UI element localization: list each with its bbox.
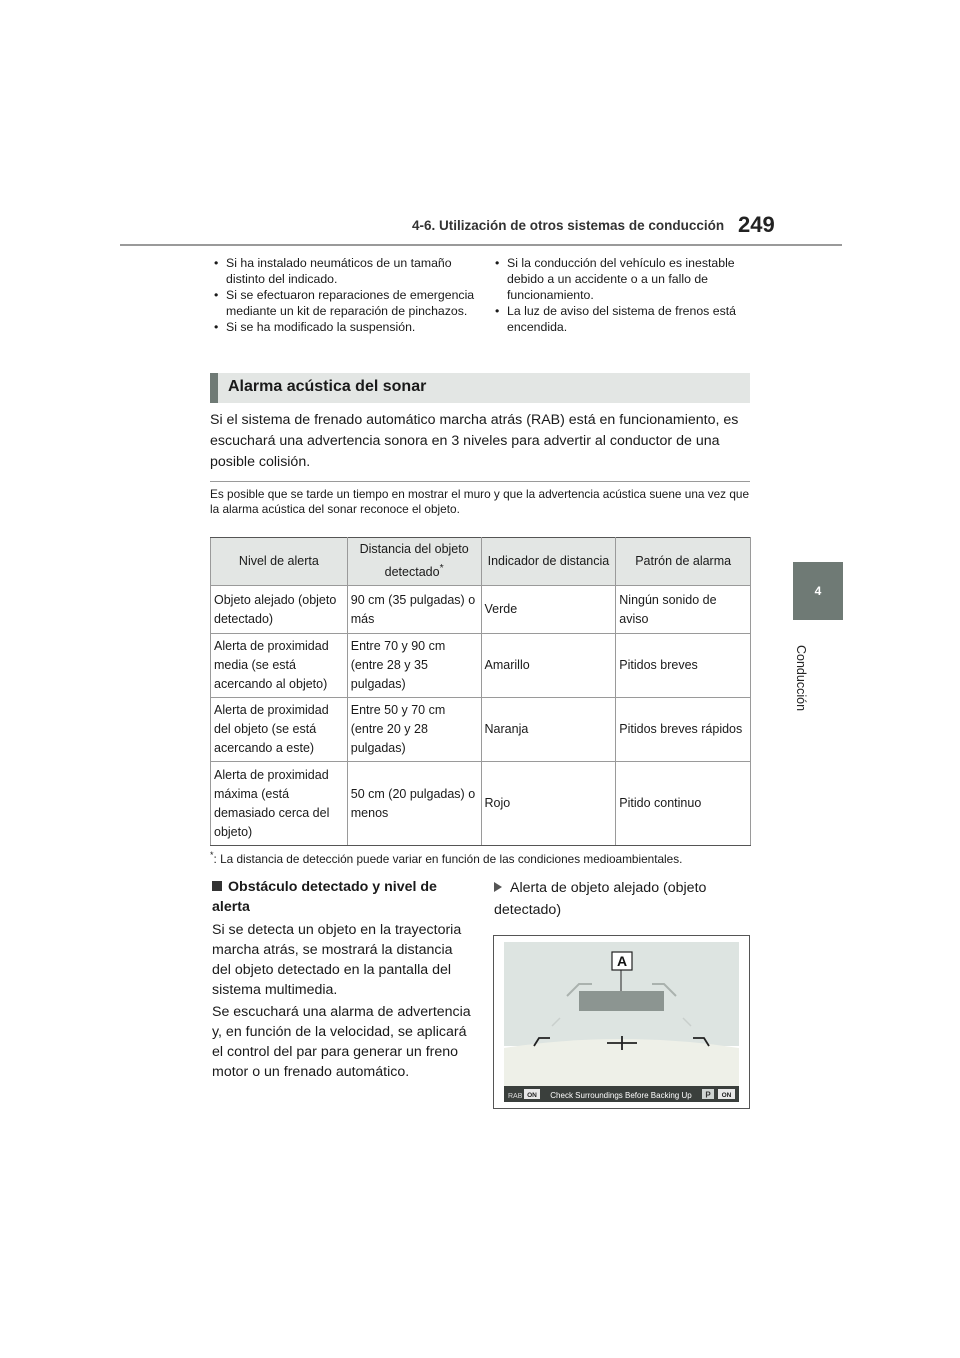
body-paragraph: Si se detecta un objeto en la trayectoria marcha atrás, se mostrará la distancia del objeto detectado en la pantalla del sistema multimedia. — [212, 922, 462, 998]
bullet-list-left — [210, 255, 478, 335]
triangle-bullet-icon — [494, 882, 502, 892]
list-item: • Si se efectuaron reparaciones de emergencia mediante un kit de reparación de pinchazos. — [210, 287, 478, 319]
detected-object-bar — [579, 991, 664, 1011]
table-cell: Entre 70 y 90 cm (entre 28 y 35 pulgadas) — [347, 634, 481, 698]
table-cell: 90 cm (35 pulgadas) o más — [347, 586, 481, 634]
intro-paragraph: Si el sistema de frenado automático marcha atrás (RAB) está en funcionamiento, es escuchará una advertencia sonora en 3 niveles para advertir al conductor de una posible colisión. — [210, 412, 739, 470]
table-footnote — [210, 850, 755, 866]
square-bullet-icon — [212, 881, 222, 891]
table-row — [211, 698, 751, 762]
table-header-row — [211, 538, 751, 586]
bullet-list-right — [491, 255, 753, 335]
parking-state: ON — [721, 1092, 732, 1099]
footnote-text: : La distancia de detección puede variar en función de las condiciones medioambientales. — [213, 851, 683, 866]
note-divider — [210, 481, 750, 482]
column-header: Nivel de alerta — [211, 538, 348, 586]
chapter-tab-label: Conducción — [794, 645, 808, 712]
subsection-heading-text: Obstáculo detectado y nivel de alerta — [212, 879, 437, 915]
figure-caption — [494, 877, 750, 921]
body-paragraph: Se escuchará una alarma de advertencia y, en función de la velocidad, se aplicará el control del par para generar un freno motor o un frenado automático. — [212, 1004, 471, 1080]
alarm-table — [210, 537, 751, 846]
rab-state: ON — [527, 1092, 537, 1099]
table-row — [211, 762, 751, 846]
table-row — [211, 634, 751, 698]
subsection-heading — [212, 877, 472, 917]
column-header: Indicador de distancia — [481, 538, 616, 586]
column-header: Patrón de alarma — [616, 538, 751, 586]
column-header-text: Distancia del objeto detectado — [359, 542, 469, 580]
parking-icon-letter: P — [705, 1090, 711, 1100]
section-title-header: 4-6. Utilización de otros sistemas de conducción — [412, 218, 725, 233]
table-cell: Pitidos breves rápidos — [616, 698, 751, 762]
table-cell: Entre 50 y 70 cm (entre 20 y 28 pulgadas) — [347, 698, 481, 762]
list-item: • Si ha instalado neumáticos de un tamaño distinto del indicado. — [210, 255, 478, 287]
table-cell: Alerta de proximidad máxima (está demasiado cerca del objeto) — [211, 762, 348, 846]
chapter-tab[interactable]: 4 — [793, 562, 843, 620]
section-heading-text: Alarma acústica del sonar — [228, 378, 427, 395]
list-item: • Si la conducción del vehículo es inestable debido a un accidente o a un fallo de funcionamiento. — [491, 255, 753, 303]
banner-message: Check Surroundings Before Backing Up — [550, 1091, 692, 1100]
table-cell: Objeto alejado (objeto detectado) — [211, 586, 348, 634]
list-item: • La luz de aviso del sistema de frenos está encendida. — [491, 303, 753, 335]
table-cell: Verde — [481, 586, 616, 634]
table-cell: Pitidos breves — [616, 634, 751, 698]
table-cell: 50 cm (20 pulgadas) o menos — [347, 762, 481, 846]
table-cell: Amarillo — [481, 634, 616, 698]
rear-view-illustration — [494, 936, 749, 1108]
table-cell: Alerta de proximidad del objeto (se está acercando a este) — [211, 698, 348, 762]
table-cell: Pitido continuo — [616, 762, 751, 846]
list-item: • Si se ha modificado la suspensión. — [210, 319, 478, 335]
footnote-marker: * — [210, 850, 214, 860]
note-paragraph: Es posible que se tarde un tiempo en mostrar el muro y que la advertencia acústica suene una vez que la alarma acústica del sonar reconoce el objeto. — [210, 487, 750, 516]
column-header — [347, 538, 481, 586]
footnote-marker: * — [439, 563, 444, 575]
callout-label: A — [616, 953, 628, 969]
table-row — [211, 586, 751, 634]
table-cell: Alerta de proximidad media (se está acercando al objeto) — [211, 634, 348, 698]
page-number: 249 — [738, 212, 775, 237]
header-divider — [120, 244, 842, 246]
section-heading — [210, 373, 750, 403]
rab-label: RAB — [508, 1093, 523, 1100]
figure-caption-text: Alerta de objeto alejado (objeto detectado) — [494, 880, 707, 918]
multimedia-screen-figure — [493, 935, 750, 1109]
table-cell: Rojo — [481, 762, 616, 846]
table-cell: Naranja — [481, 698, 616, 762]
table-cell: Ningún sonido de aviso — [616, 586, 751, 634]
